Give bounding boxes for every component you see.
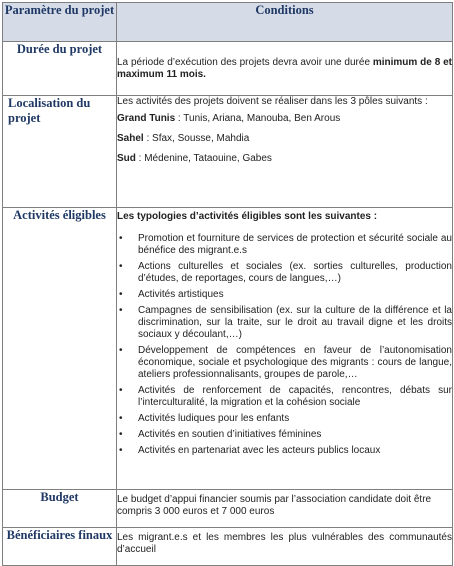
- list-item: [117, 305, 452, 341]
- list-item: [117, 429, 452, 441]
- activites-heading-text: Les typologies d’activités éligibles sont les suivantes :: [117, 211, 378, 222]
- label-budget: Budget: [3, 490, 117, 528]
- list-item: [117, 413, 452, 425]
- list-item-text: Activités artistiques: [138, 289, 224, 300]
- cond-beneficiaires: Les migrant.e.s et les membres les plus vulnérables des communautés d’accueil: [117, 528, 453, 566]
- header-parametre: Paramètre du projet: [3, 3, 117, 42]
- header-conditions: Conditions: [117, 3, 453, 42]
- list-item: [117, 233, 452, 257]
- pole-cities: : Médenine, Tataouine, Gabes: [135, 153, 272, 164]
- cond-budget: Le budget d’appui financier soumis par l’association candidate doit être compris 3 000 euros et 7 000 euros: [117, 490, 453, 528]
- label-localisation: Localisation du projet: [3, 96, 117, 208]
- bullet-icon: •: [119, 385, 123, 396]
- header-row: [3, 3, 453, 42]
- cond-localisation: [117, 96, 453, 208]
- pole-cities: : Tunis, Ariana, Manouba, Ben Arous: [175, 113, 341, 124]
- list-item-text: Activités en partenariat avec les acteurs publics locaux: [138, 445, 381, 456]
- list-item-text: Actions culturelles et sociales (ex. sorties culturelles, production d’études, de reportages, cours de langues,…): [138, 261, 452, 284]
- label-duree: Durée du projet: [3, 42, 117, 96]
- label-activites: Activités éligibles: [3, 208, 117, 490]
- row-duree: [3, 42, 453, 96]
- pole-sud: [117, 153, 452, 165]
- list-item-text: Activités en soutien d’initiatives féminines: [138, 429, 322, 440]
- bullet-icon: •: [119, 305, 123, 316]
- pole-cities: : Sfax, Sousse, Mahdia: [143, 133, 250, 144]
- row-localisation: [3, 96, 453, 208]
- list-item: [117, 345, 452, 381]
- list-item-text: Activités de renforcement de capacités, rencontres, débats sur l’interculturalité, la migration et la cohésion sociale: [138, 385, 452, 408]
- list-item: [117, 261, 452, 285]
- bullet-icon: •: [119, 429, 123, 440]
- bullet-icon: •: [119, 413, 123, 424]
- list-item: [117, 445, 452, 457]
- list-item-text: Développement de compétences en faveur de l’autonomisation économique, sociale et psychologique des migrants : cours de langue, ateliers professionnalisants, groupes de parole,…: [138, 345, 452, 380]
- label-beneficiaires: Bénéficiaires finaux: [3, 528, 117, 566]
- bullet-icon: •: [119, 445, 123, 456]
- pole-name: Sahel: [117, 133, 144, 144]
- pole-name: Sud: [117, 153, 136, 164]
- list-item-text: Activités ludiques pour les enfants: [138, 413, 290, 424]
- localisation-intro: Les activités des projets doivent se réaliser dans les 3 pôles suivants :: [117, 96, 428, 107]
- activites-list: [117, 233, 452, 457]
- pole-grand-tunis: [117, 113, 452, 125]
- list-item-text: Campagnes de sensibilisation (ex. sur la culture de la différence et la discrimination, sur la traite, sur le droit au travail digne et les droits sociaux y découlant,…): [138, 305, 452, 340]
- cond-duree: [117, 42, 453, 96]
- bullet-icon: •: [119, 289, 123, 300]
- pole-name: Grand Tunis: [117, 113, 176, 124]
- activites-heading: [117, 211, 452, 223]
- conditions-table: [2, 2, 453, 566]
- list-item: [117, 385, 452, 409]
- list-item: [117, 289, 452, 301]
- pole-sahel: [117, 133, 452, 145]
- duree-text: La période d’exécution des projets devra avoir une durée: [117, 56, 373, 68]
- row-budget: [3, 490, 453, 528]
- row-beneficiaires: [3, 528, 453, 566]
- duree-bold: minimum de 8 et maximum 11 mois.: [117, 56, 452, 80]
- bullet-icon: •: [119, 261, 123, 272]
- row-activites: [3, 208, 453, 490]
- cond-activites: [117, 208, 453, 490]
- bullet-icon: •: [119, 233, 123, 244]
- bullet-icon: •: [119, 345, 123, 356]
- list-item-text: Promotion et fourniture de services de protection et sécurité sociale au bénéfice des migrant.e.s: [138, 233, 452, 256]
